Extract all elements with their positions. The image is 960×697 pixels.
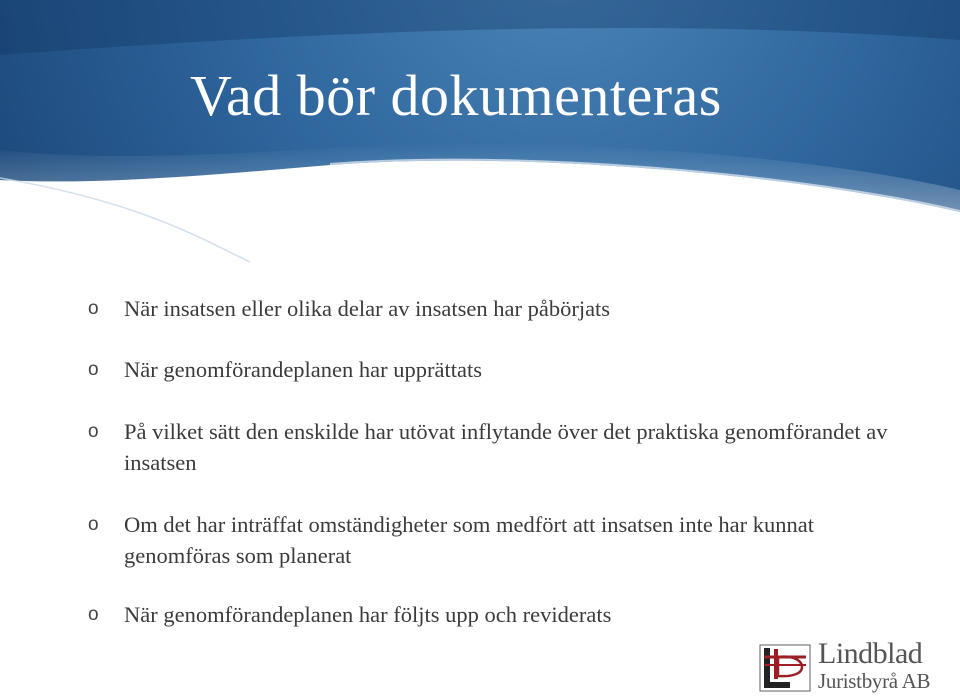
slide-title: Vad bör dokumenteras [190,63,722,128]
bullet-item [88,416,908,478]
bullet-marker: o [88,359,99,380]
lindblad-logo-icon [758,643,812,693]
bullet-marker: o [88,421,99,442]
bullet-text: På vilket sätt den enskilde har utövat inflytande över det praktiska genomförandet av insatsen [124,419,888,475]
bullet-item [88,599,908,630]
bullet-text: När insatsen eller olika delar av insatsen har påbörjats [124,296,611,321]
bullet-item [88,509,908,571]
logo-subtitle: Juristbyrå AB [818,669,931,693]
bullet-text: Om det har inträffat omständigheter som medfört att insatsen inte har kunnat genomföras som planerat [124,512,815,568]
bullet-text: När genomförandeplanen har upprättats [124,357,482,382]
logo-name: Lindblad [818,637,923,670]
bullet-marker: o [88,514,99,535]
bullet-text: När genomförandeplanen har följts upp och reviderats [124,602,612,627]
bullet-marker: o [88,298,99,319]
bullet-list [88,293,908,630]
company-logo [758,637,958,696]
bullet-item [88,354,908,385]
bullet-item [88,293,908,324]
header-background [0,0,960,300]
bullet-marker: o [88,604,99,625]
